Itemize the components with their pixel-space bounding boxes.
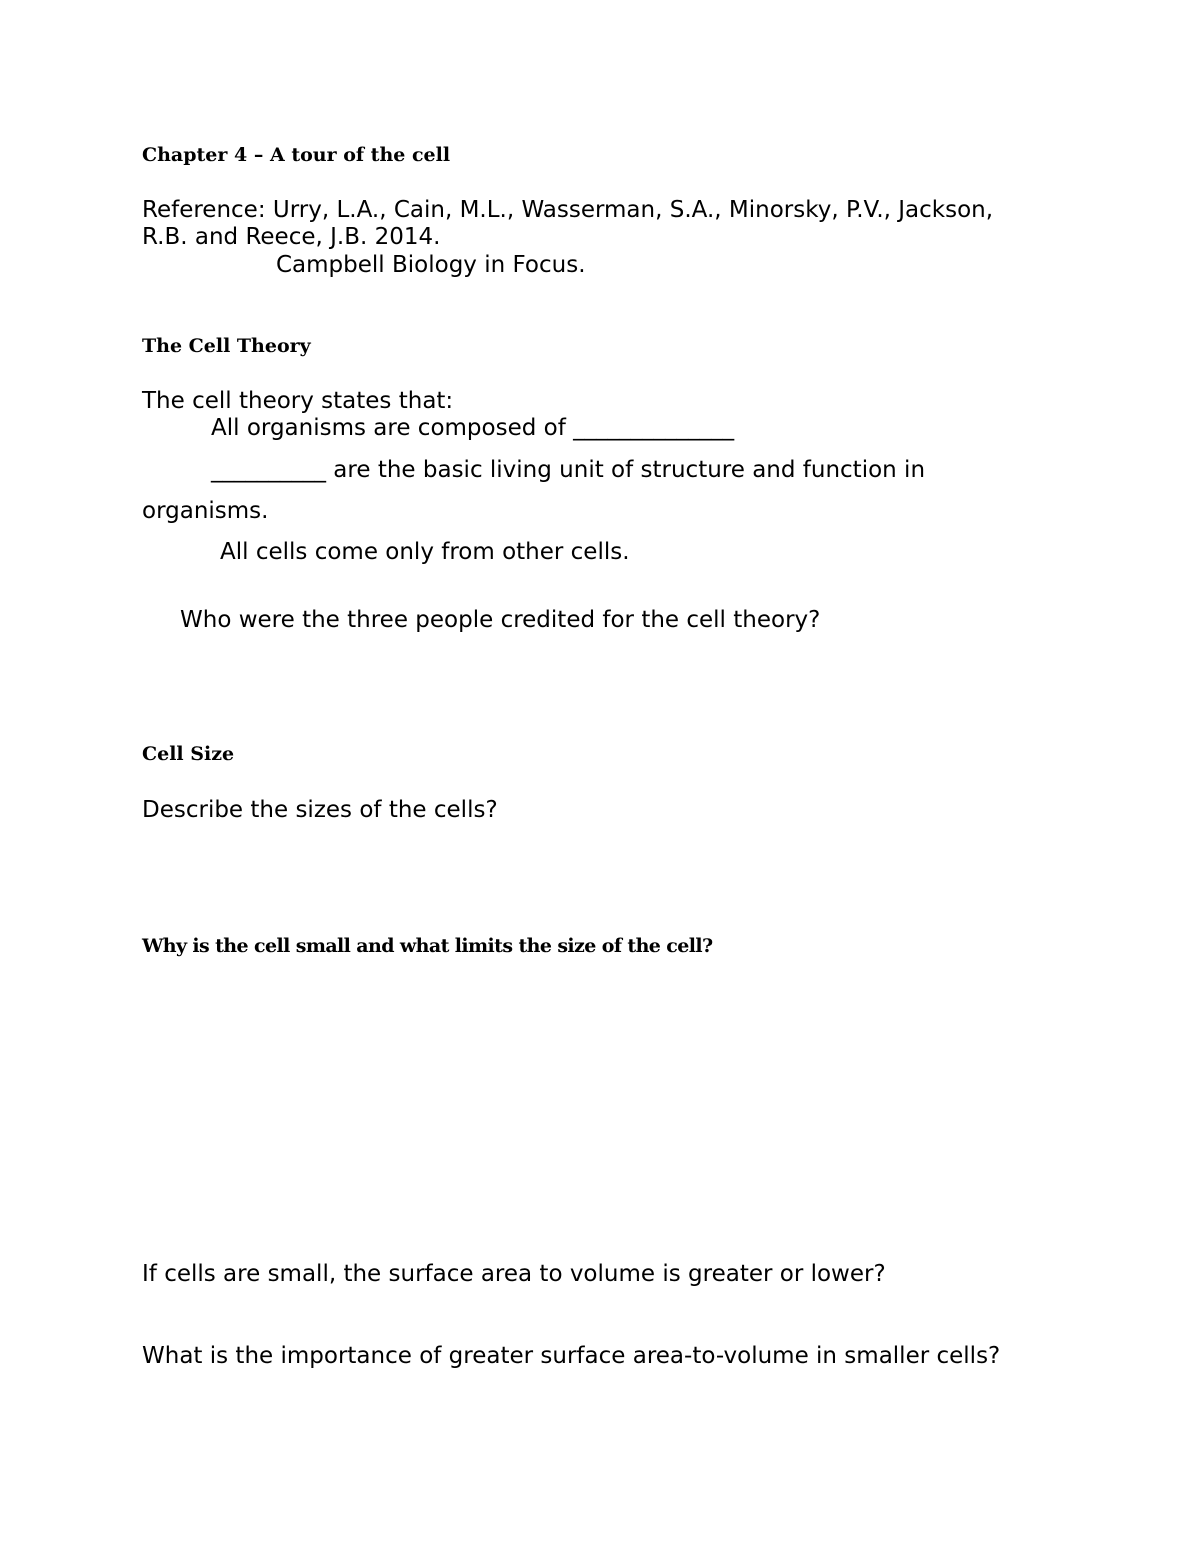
cell-theory-point-2-continued: organisms.: [142, 498, 269, 524]
cell-size-question-2: Why is the cell small and what limits the size of the cell?: [142, 935, 713, 957]
reference-line-3: Campbell Biology in Focus.: [276, 252, 586, 278]
cell-theory-intro: The cell theory states that:: [142, 388, 454, 414]
reference-line-1: Reference: Urry, L.A., Cain, M.L., Wasserman, S.A., Minorsky, P.V., Jackson,: [142, 197, 994, 223]
cell-size-question-4: What is the importance of greater surface area-to-volume in smaller cells?: [142, 1343, 1001, 1369]
cell-theory-question: Who were the three people credited for the cell theory?: [180, 607, 821, 633]
chapter-title: Chapter 4 – A tour of the cell: [142, 144, 451, 166]
cell-theory-point-2: __________ are the basic living unit of structure and function in: [211, 457, 926, 483]
cell-size-heading: Cell Size: [142, 743, 235, 765]
cell-theory-point-3: All cells come only from other cells.: [220, 539, 630, 565]
cell-theory-heading: The Cell Theory: [142, 335, 311, 357]
cell-size-question-1: Describe the sizes of the cells?: [142, 797, 498, 823]
reference-line-2: R.B. and Reece, J.B. 2014.: [142, 224, 441, 250]
cell-size-question-3: If cells are small, the surface area to volume is greater or lower?: [142, 1261, 886, 1287]
cell-theory-point-1: All organisms are composed of ______________: [211, 415, 735, 441]
